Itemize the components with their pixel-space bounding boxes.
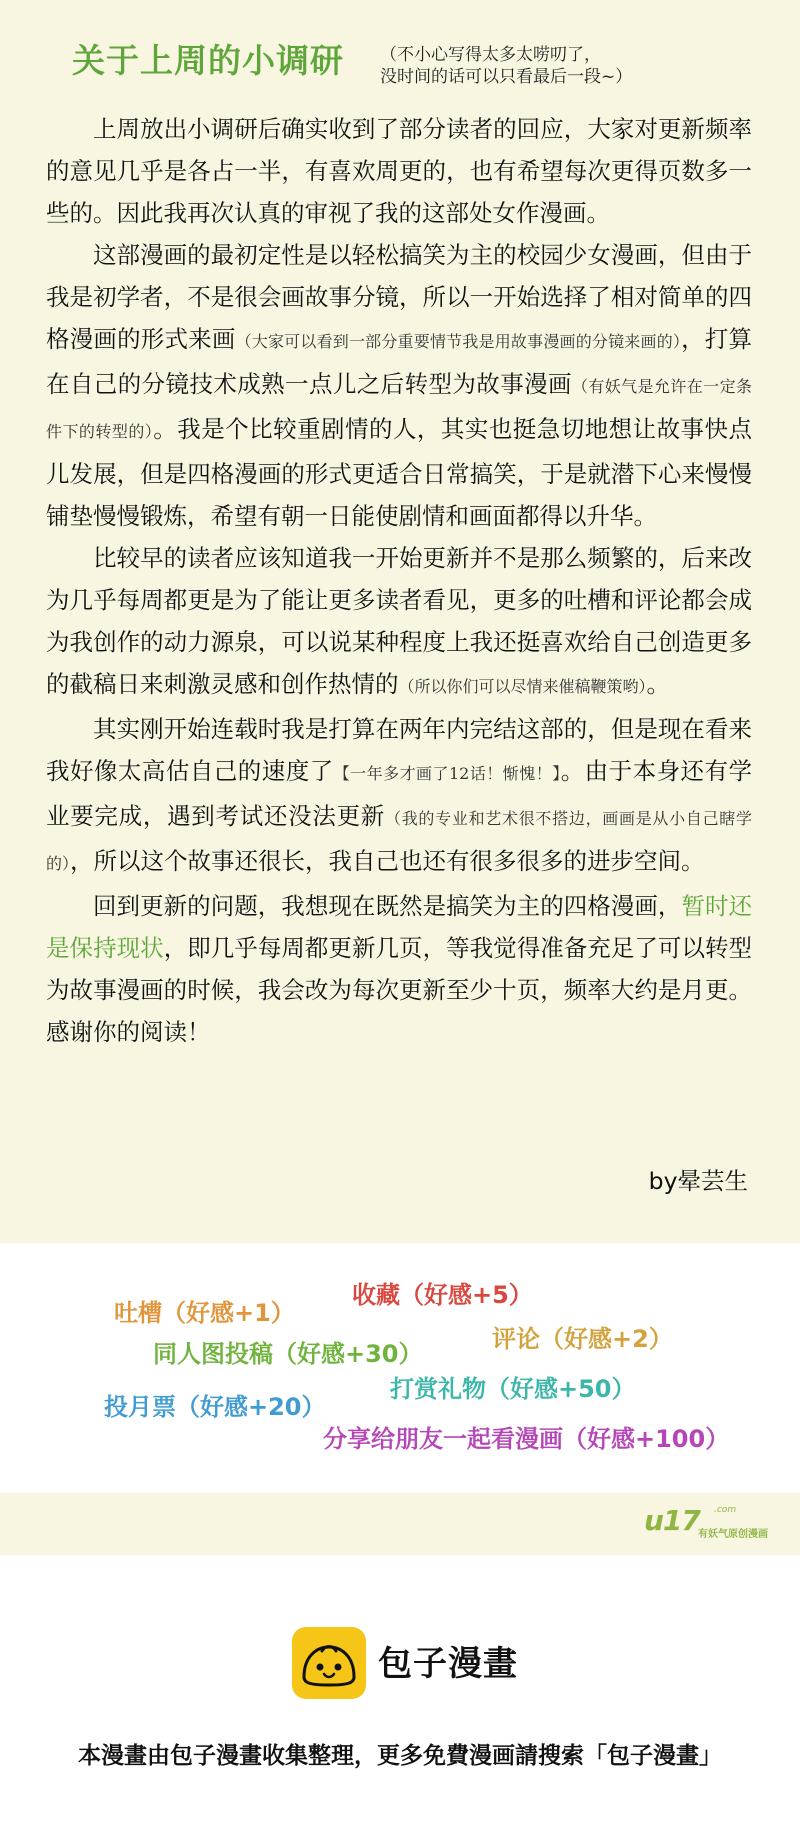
note-paragraph: [46, 885, 752, 1053]
parenthetical-aside: 【一年多才画了12话！惭愧！】: [333, 764, 561, 783]
brand-name: 包子漫畫: [378, 1644, 518, 1684]
paragraph-text: 其实刚开始连载时我是打算在两年内完结这部的，但是现在看来我好像太高估自己的速度了: [46, 715, 752, 785]
note-paragraph: [46, 234, 752, 537]
paragraph-text: ，即几乎每周都更新几页，等我觉得准备充足了可以转型为故事漫画的时候，我会改为每次更新至少十页，频率大约是月更。感谢你的阅读！: [46, 934, 753, 1046]
paragraph-text: 。我是个比较重剧情的人，其实也挺急切地想让故事快点儿发展，但是四格漫画的形式更适合日常搞笑，于是就潜下心来慢慢铺垫慢慢锻炼，希望有朝一日能使剧情和画面都得以升华。: [46, 415, 752, 530]
paragraph-text: ，所以这个故事还很长，我自己也还有很多很多的进步空间。: [70, 847, 705, 875]
aside-line-1: （不小心写得太多太唠叨了，: [380, 45, 601, 65]
parenthetical-aside: （大家可以看到一部分重要情节我是用故事漫画的分镜来画的）: [235, 332, 682, 351]
u17-tagline: 有妖气原创漫画: [698, 1529, 768, 1540]
paragraph-text: 回到更新的问题，我想现在既然是搞笑为主的四格漫画，: [93, 892, 682, 920]
parenthetical-aside: （有妖气是允许在一定条件下的转型的）: [46, 377, 752, 441]
note-body: [46, 108, 752, 1053]
reward-item: 分享给朋友一起看漫画（好感+100）: [323, 1425, 730, 1453]
note-paragraph: [46, 708, 752, 885]
parenthetical-aside: （我的专业和艺术很不搭边，画画是从小自己瞎学的）: [46, 809, 752, 873]
paragraph-text: 上周放出小调研后确实收到了部分读者的回应，大家对更新频率的意见几乎是各占一半，有喜欢周更的，也有希望每次更得页数多一些的。因此我再次认真的审视了我的这部处女作漫画。: [46, 115, 752, 227]
paragraph-text: 。: [646, 670, 671, 698]
parenthetical-aside: （所以你们可以尽情来催稿鞭策哟）: [398, 677, 647, 696]
note-paragraph: [46, 108, 752, 234]
paragraph-text: ，打算在自己的分镜技术成熟一点儿之后转型为故事漫画: [46, 325, 752, 398]
reward-item: 吐槽（好感+1）: [114, 1299, 295, 1327]
brand-notice: 本漫畫由包子漫畫收集整理，更多免費漫画請搜索「包子漫畫」: [78, 1743, 722, 1769]
reward-item: 打赏礼物（好感+50）: [390, 1375, 636, 1403]
brand-footer: [0, 1555, 800, 1836]
reward-item: 投月票（好感+20）: [104, 1393, 326, 1421]
aside-line-2: 没时间的话可以只看最后一段~）: [380, 67, 633, 87]
paragraph-text: 这部漫画的最初定性是以轻松搞笑为主的校园少女漫画，但由于我是初学者，不是很会画故事分镜，所以一开始选择了相对简单的四格漫画的形式来画: [46, 241, 752, 353]
watermark-band: [0, 1493, 800, 1555]
u17-watermark: [644, 1505, 794, 1541]
paragraph-text: 比较早的读者应该知道我一开始更新并不是那么频繁的，后来改为几乎每周都更是为了能让更多读者看见，更多的吐槽和评论都会成为我创作的动力源泉，可以说某种程度上我还挺喜欢给自己创造更多的截稿日来刺激灵感和创作热情的: [46, 544, 752, 698]
note-title: 关于上周的小调研: [72, 41, 344, 80]
note-aside: [380, 44, 710, 88]
reward-item: 同人图投稿（好感+30）: [153, 1340, 423, 1368]
reward-item: 收藏（好感+5）: [352, 1281, 533, 1309]
reward-item: 评论（好感+2）: [492, 1325, 673, 1353]
paragraph-text: 。由于本身还有学业要完成，遇到考试还没法更新: [46, 757, 753, 830]
u17-logo-mark: u17: [644, 1504, 700, 1537]
highlight-text: 暂时还是保持现状: [46, 892, 753, 962]
u17-domain: .com: [714, 1505, 737, 1515]
note-paragraph: [46, 537, 752, 708]
signature: by晕芸生: [648, 1167, 748, 1195]
reward-list: [0, 1243, 800, 1493]
bun-face-icon: [292, 1627, 366, 1699]
